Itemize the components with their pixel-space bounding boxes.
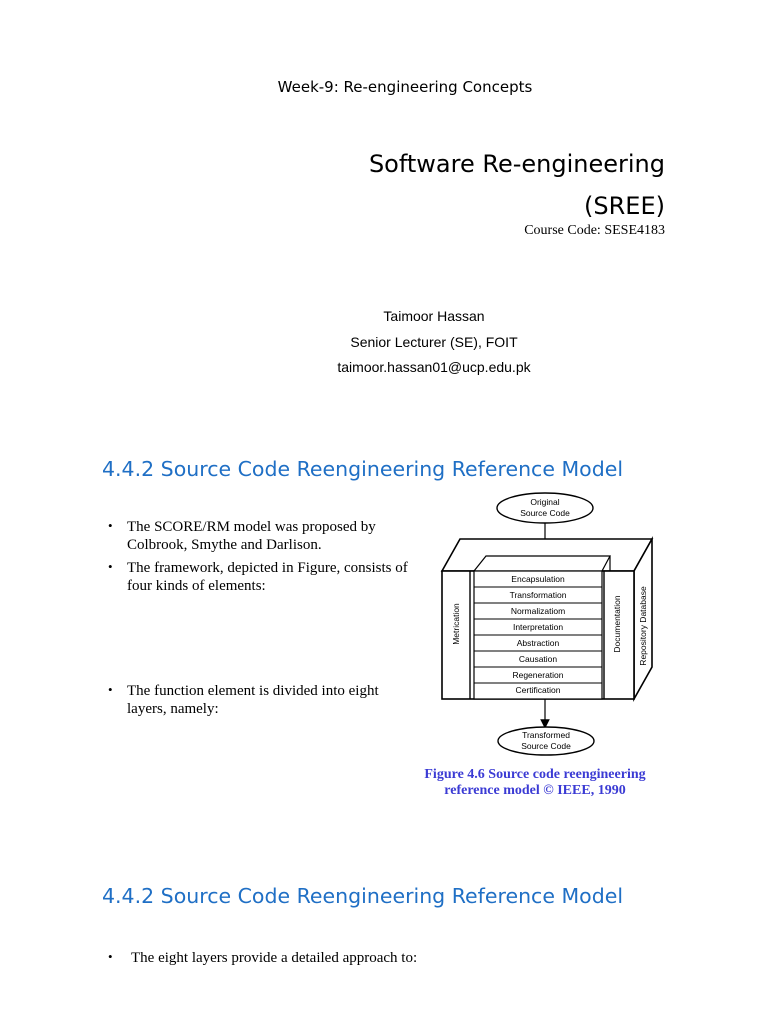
figure-caption [400,767,670,799]
bullet-line: The eight layers provide a detailed approach to: [131,950,418,966]
author-email: taimoor.hassan01@ucp.edu.pk [337,359,531,375]
layer-label: Interpretation [512,622,564,632]
inner-top-face [474,556,610,571]
bullet-line: Colbrook, Smythe and Darlison. [127,537,322,553]
metrication-label: Metrication [451,603,461,645]
bottom-node-label: Transformed [522,730,570,740]
author-role: Senior Lecturer (SE), FOIT [350,333,518,350]
bullet-icon: • [108,682,113,697]
course-code: Course Code: SESE4183 [524,223,665,238]
top-node-label: Original [530,497,560,507]
bullet-icon: • [108,949,113,964]
caption-line: Figure 4.6 Source code reengineering [424,767,646,782]
layer-label: Causation [518,654,558,664]
author-block [0,304,768,381]
section-heading: 4.4.2 Source Code Reengineering Reference Model [102,884,624,908]
caption-line: reference model © IEEE, 1990 [444,783,626,798]
bullet-line: The framework, depicted in Figure, consists of [127,560,408,576]
layer-label: Regeneration [512,670,564,680]
bullet-line: four kinds of elements: [127,578,266,594]
author-name: Taimoor Hassan [383,308,485,324]
main-title-line1: Software Re-engineering [368,150,665,178]
layer-label: Certification [515,685,561,695]
score-rm-diagram [436,490,661,760]
bottom-node-label: Source Code [521,741,571,751]
bullet-line: The SCORE/RM model was proposed by [127,519,376,535]
bullet-icon: • [108,518,113,533]
layer-label: Normalizatiom [510,606,566,616]
documentation-label: Documentation [612,595,622,653]
bullet-list [108,949,508,979]
main-title-line2: (SREE) [584,192,665,220]
bullet-line: The function element is divided into eight [127,683,379,699]
repository-label: Repository Database [638,586,648,666]
bullet-list [108,518,428,718]
top-node-label: Source Code [520,508,570,518]
layer-label: Transformation [509,590,567,600]
section-heading: 4.4.2 Source Code Reengineering Reference Model [102,457,624,481]
layer-label: Encapsulation [511,574,565,584]
layer-label: Abstraction [516,638,560,648]
bullet-icon: • [108,559,113,574]
main-title [369,143,665,227]
bullet-line: layers, namely: [127,701,219,717]
week-title: Week-9: Re-engineering Concepts [277,78,533,96]
